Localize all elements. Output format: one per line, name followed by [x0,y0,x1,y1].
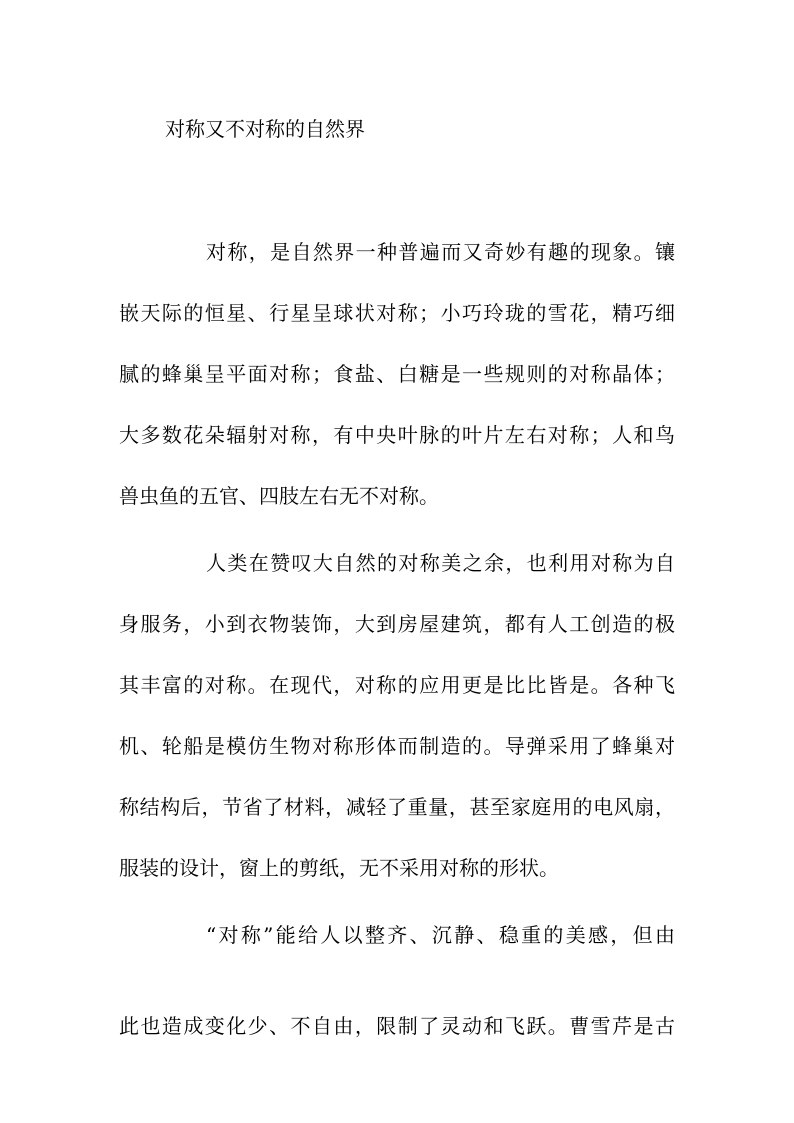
paragraph-1-line-5: 兽虫鱼的五官、四肢左右无不对称。 [119,484,439,508]
paragraph-1-line-4: 大多数花朵辐射对称，有中央叶脉的叶片左右对称；人和鸟 [119,423,675,447]
page-title: 对称又不对称的自然界 [165,117,365,141]
paragraph-2-line-3: 其丰富的对称。在现代，对称的应用更是比比皆是。各种飞 [119,673,675,697]
paragraph-2-line-4: 机、轮船是模仿生物对称形体而制造的。导弹采用了蜂巢对 [119,734,675,758]
paragraph-3-line-1: “对称”能给人以整齐、沉静、稳重的美感，但由 [206,923,675,947]
paragraph-1-line-2: 嵌天际的恒星、行星呈球状对称；小巧玲珑的雪花，精巧细 [119,301,675,325]
paragraph-1-line-1: 对称，是自然界一种普遍而又奇妙有趣的现象。镶 [206,240,675,264]
paragraph-1-line-3: 腻的蜂巢呈平面对称；食盐、白糖是一些规则的对称晶体； [119,362,675,386]
paragraph-2-line-2: 身服务，小到衣物装饰，大到房屋建筑，都有人工创造的极 [119,612,675,636]
paragraph-2-line-5: 称结构后，节省了材料，减轻了重量，甚至家庭用的电风扇， [119,795,675,819]
paragraph-3-line-2: 此也造成变化少、不自由，限制了灵动和飞跃。曹雪芹是古 [119,1014,675,1038]
paragraph-2-line-6: 服装的设计，窗上的剪纸，无不采用对称的形状。 [119,856,559,880]
paragraph-2-line-1: 人类在赞叹大自然的对称美之余，也利用对称为自 [206,551,675,575]
